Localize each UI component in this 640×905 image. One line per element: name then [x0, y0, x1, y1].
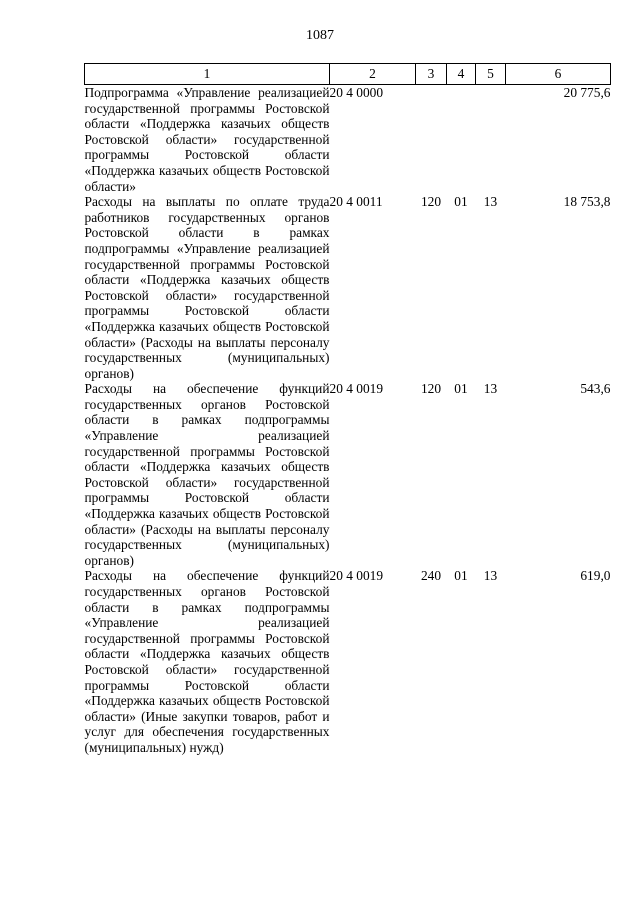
row-column-3: 240 — [420, 568, 442, 584]
header-row — [85, 64, 611, 85]
row-column-4: 01 — [454, 381, 468, 397]
row-column-5 — [476, 85, 506, 195]
page-number: 1087 — [306, 28, 334, 43]
column-header-2: 2 — [330, 64, 416, 85]
column-header-1: 1 — [85, 64, 330, 85]
budget-table — [84, 63, 611, 756]
row-column-4 — [447, 85, 476, 195]
row-code: 20 4 0019 — [329, 568, 384, 584]
row-column-4: 01 — [454, 194, 468, 210]
row-column-3 — [416, 85, 447, 195]
row-amount: 18 753,8 — [563, 194, 611, 210]
row-description: Расходы на обеспечение функций государственных органов Ростовской области в рамках подпрограммы «Управление реализацией государственной программы Ростовской области «Поддержка казачьих обществ Ростовской области» государственной программы Ростовской области «Поддержка казачьих обществ Ростовской области» (Расходы на выплаты персоналу государственных (муниципальных) органов) — [84, 381, 330, 568]
row-description: Подпрограмма «Управление реализацией государственной программы Ростовской области «Поддержка казачьих обществ Ростовской области» государственной программы Ростовской области «Поддержка казачьих обществ Ростовской области» — [84, 85, 330, 194]
column-header-5: 5 — [476, 64, 506, 85]
column-header-6: 6 — [506, 64, 611, 85]
table-row — [85, 85, 611, 195]
column-header-3: 3 — [416, 64, 447, 85]
row-amount: 619,0 — [580, 568, 611, 584]
table-row — [85, 381, 611, 568]
row-code: 20 4 0011 — [329, 194, 383, 210]
row-code: 20 4 0019 — [329, 381, 384, 397]
row-description: Расходы на обеспечение функций государственных органов Ростовской области в рамках подпрограммы «Управление реализацией государственной программы Ростовской области «Поддержка казачьих обществ Ростовской области» государственной программы Ростовской области «Поддержка казачьих обществ Ростовской области» (Иные закупки товаров, работ и услуг для обеспечения государственных (муниципальных) нужд) — [84, 568, 330, 755]
row-column-5: 13 — [483, 381, 498, 397]
row-column-5: 13 — [483, 194, 498, 210]
row-amount: 543,6 — [580, 381, 611, 397]
table-row — [85, 194, 611, 381]
row-column-4: 01 — [454, 568, 468, 584]
row-amount: 20 775,6 — [563, 85, 611, 100]
table-row — [85, 568, 611, 755]
row-column-5: 13 — [483, 568, 498, 584]
row-description: Расходы на выплаты по оплате труда работников государственных органов Ростовской области в рамках подпрограммы «Управление реализацией государственной программы Ростовской области «Поддержка казачьих обществ Ростовской области» государственной программы Ростовской области «Поддержка казачьих обществ Ростовской области» (Расходы на выплаты персоналу государственных (муниципальных) органов) — [84, 194, 330, 381]
column-header-4: 4 — [447, 64, 476, 85]
row-column-3: 120 — [420, 194, 442, 210]
row-column-3: 120 — [420, 381, 442, 397]
row-code: 20 4 0000 — [329, 85, 384, 100]
